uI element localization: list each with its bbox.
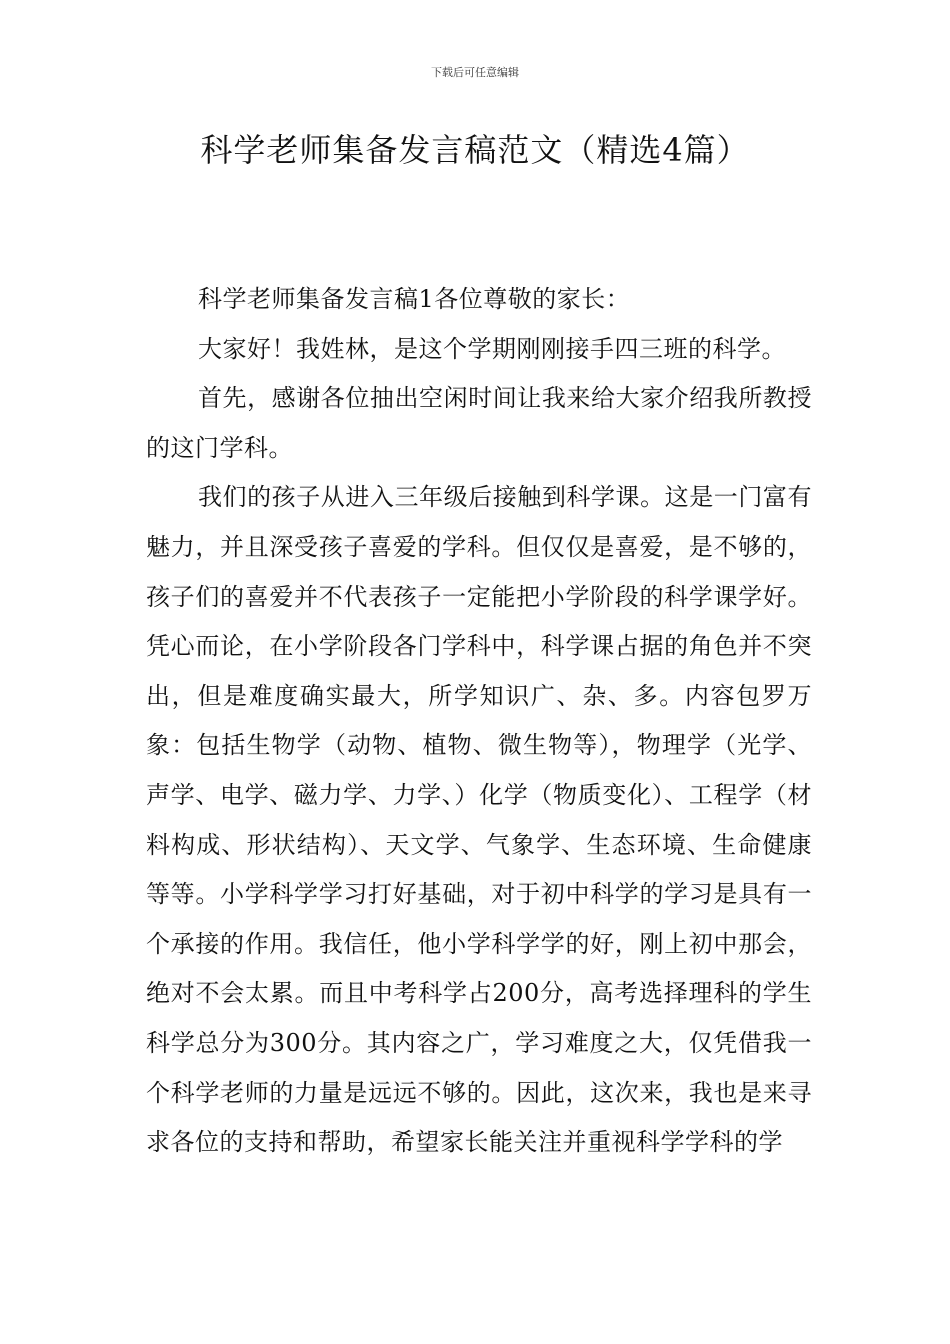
paragraph-introduction: 大家好！我姓林，是这个学期刚刚接手四三班的科学。 [198, 334, 786, 363]
document-title: 科学老师集备发言稿范文（精选4篇） [200, 131, 750, 169]
paragraph-main: 我们的孩子从进入三年级后接触到科学课。这是一门富有魅力，并且深受孩子喜爱的学科。但仅仅是喜爱，是不够的，孩子们的喜爱并不代表孩子一定能把小学阶段的科学课学好。凭心而论，在小学阶段各门学科中，科学课占据的角色并不突出，但是难度确实最大，所学知识广、杂、多。内容包罗万象：包括生物学（动物、植物、微生物等），物理学（光学、声学、电学、磁力学、力学、）化学（物质变化）、工程学（材料构成、形状结构）、天文学、气象学、生态环境、生命健康等等。小学科学学习打好基础，对于初中科学的学习是具有一个承接的作用。我信任，他小学科学学的好，刚上初中那会，绝对不会太累。而且中考科学占200分，高考选择理科的学生科学总分为300分。其内容之广，学习难度之大，仅凭借我一个科学老师的力量是远远不够的。因此，这次来，我也是来寻求各位的支持和帮助，希望家长能关注并重视科学学科的学 [146, 483, 812, 1157]
paragraph-thanks: 首先，感谢各位抽出空闲时间让我来给大家介绍我所教授的这门学科。 [146, 384, 812, 462]
header-note: 下载后可任意编辑 [431, 66, 519, 79]
paragraph-greeting: 科学老师集备发言稿1各位尊敬的家长： [198, 285, 631, 313]
document-body [146, 275, 812, 1168]
